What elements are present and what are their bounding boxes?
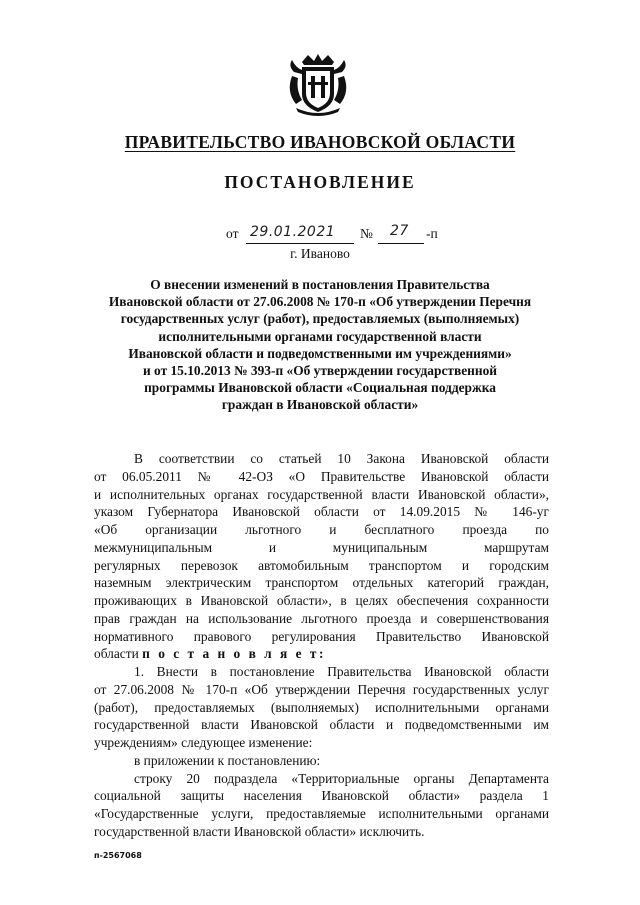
body-line: «Государственные услуги, предоставляемые исполнительными органами bbox=[94, 806, 549, 821]
document-type: ПОСТАНОВЛЕНИЕ bbox=[224, 172, 416, 192]
body-line: и исполнительных органах государственной власти Ивановской области», bbox=[94, 486, 549, 502]
subject-line: Ивановской области от 27.06.2008 № 170-п «Об утверждении Перечня bbox=[108, 294, 532, 310]
date-prefix: от bbox=[226, 226, 239, 241]
body-line: области bbox=[94, 646, 139, 662]
subject-line: Ивановской области и подведомственными им учреждениями» bbox=[128, 345, 512, 361]
body-line: (работ), предоставляемых (выполняемых) исполнительными органами bbox=[94, 699, 549, 715]
body-line: строку 20 подраздела «Территориальные органы Департамента bbox=[134, 770, 549, 786]
body-line: «Об организации льготного и бесплатного проезда по bbox=[94, 522, 549, 537]
body-line: прав граждан на использование льготного проезда и совершенствования bbox=[94, 610, 549, 626]
body-line: нормативного правового регулирования Правительство Ивановской bbox=[94, 628, 549, 644]
subject-line: О внесении изменений в постановления Правительства bbox=[150, 277, 490, 292]
city-name: г. Иваново bbox=[290, 246, 350, 261]
government-title: ПРАВИТЕЛЬСТВО ИВАНОВСКОЙ ОБЛАСТИ bbox=[124, 132, 516, 152]
footer-code: п-2567068 bbox=[94, 851, 142, 860]
number-suffix: -п bbox=[426, 226, 438, 241]
body-line: регулярных перевозок автомобильным транспортом и городским bbox=[94, 557, 549, 573]
body-line: проживающих в Ивановской области», в целях обеспечения сохранности bbox=[94, 593, 549, 608]
document-number-line bbox=[226, 223, 466, 246]
handwritten-number: 27 bbox=[390, 223, 409, 239]
number-underline bbox=[378, 243, 424, 244]
body-line: социальной защиты населения Ивановской области» раздела 1 bbox=[94, 788, 549, 804]
coat-of-arms-emblem bbox=[286, 52, 350, 118]
body-line: В соответствии со статьей 10 Закона Ивановской области bbox=[134, 451, 549, 466]
body-line: наземным электрическим транспортом отдельных категорий граждан, bbox=[94, 575, 549, 591]
number-sign: № bbox=[360, 226, 373, 241]
body-line: в приложении к постановлению: bbox=[134, 752, 321, 768]
document-subject bbox=[90, 276, 550, 414]
body-line: от 27.06.2008 № 170-п «Об утверждении Перечня государственных услуг bbox=[94, 681, 549, 697]
resolve-word: п о с т а н о в л я е т: bbox=[142, 646, 326, 662]
body-line: 1. Внести в постановление Правительства Ивановской области bbox=[134, 664, 549, 679]
body-line: учреждениям» следующее изменение: bbox=[94, 735, 313, 750]
body-line: государственной власти Ивановской области и подведомственными им bbox=[94, 717, 549, 733]
subject-line: и от 15.10.2013 № 393-п «Об утверждении государственной bbox=[142, 363, 497, 379]
subject-line: программы Ивановской области «Социальная поддержка bbox=[144, 380, 496, 396]
handwritten-date: 29.01.2021 bbox=[250, 224, 336, 240]
subject-line: государственных услуг (работ), предоставляемых (выполняемых) bbox=[120, 311, 520, 327]
subject-line: граждан в Ивановской области» bbox=[221, 397, 419, 413]
body-line: указом Губернатора Ивановской области от 14.09.2015 № 146-уг bbox=[94, 504, 549, 520]
date-underline bbox=[246, 243, 354, 244]
body-line: от 06.05.2011 № 42-ОЗ «О Правительстве Ивановской области bbox=[94, 468, 549, 484]
body-line-resolve bbox=[94, 645, 549, 663]
document-body bbox=[94, 450, 549, 841]
body-line: государственной власти Ивановской области» исключить. bbox=[94, 823, 425, 839]
body-line: межмуниципальным и муниципальным маршрутам bbox=[94, 539, 549, 555]
subject-line: исполнительными органами государственной власти bbox=[158, 328, 482, 344]
